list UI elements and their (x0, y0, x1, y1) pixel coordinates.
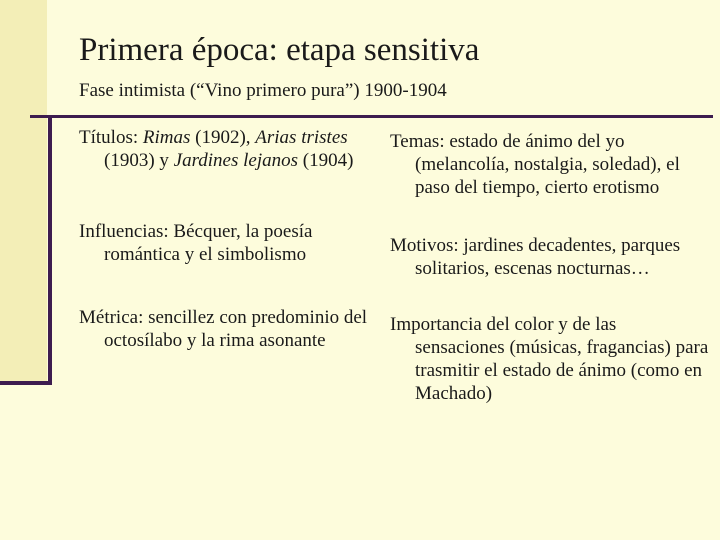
left-column (79, 126, 379, 352)
slide-subtitle: Fase intimista (“Vino primero pura”) 1900-1904 (79, 80, 447, 101)
right-column (390, 130, 710, 405)
titulos-text-3: (1903) y (104, 150, 174, 171)
influencias-item: Influencias: Bécquer, la poesía romántica y el simbolismo (79, 221, 313, 265)
titulos-text-2: (1902), (190, 127, 256, 148)
titulos-item (79, 126, 379, 172)
metrica-item: Métrica: sencillez con predominio del octosílabo y la rima asonante (79, 307, 368, 351)
title-divider-line (30, 115, 713, 118)
decorative-vertical-line (48, 117, 52, 385)
titulos-text-4: (1904) (298, 150, 354, 171)
importancia-item: Importancia del color y de las sensaciones (músicas, fragancias) para trasmitir el estado de ánimo (como en Machado) (390, 314, 709, 404)
motivos-item: Motivos: jardines decadentes, parques solitarios, escenas nocturnas… (390, 235, 681, 279)
title-rimas: Rimas (142, 127, 191, 148)
decorative-side-bar (0, 0, 47, 385)
temas-item: Temas: estado de ánimo del yo (melancolía, nostalgia, soledad), el paso del tiempo, cierto erotismo (390, 131, 680, 198)
title-jardines-lejanos: Jardines lejanos (173, 150, 299, 171)
title-arias-tristes: Arias tristes (255, 127, 348, 148)
titulos-label: Títulos: (79, 127, 143, 148)
slide-title: Primera época: etapa sensitiva (79, 32, 480, 68)
decorative-horizontal-stub (0, 381, 48, 385)
